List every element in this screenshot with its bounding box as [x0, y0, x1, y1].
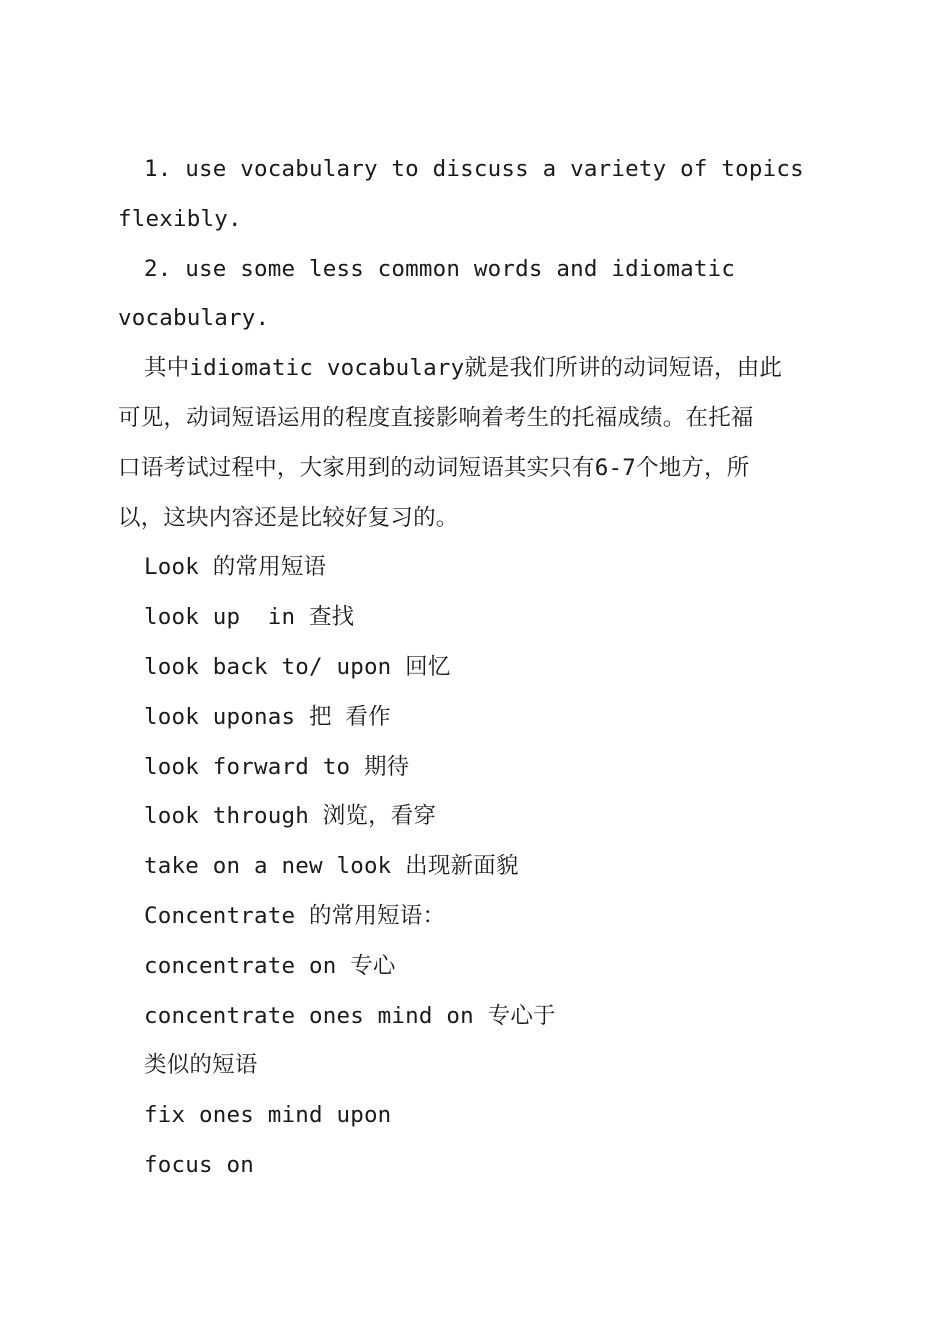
paragraph-line-2: 可见，动词短语运用的程度直接影响着考生的托福成绩。在托福: [118, 404, 754, 431]
phrase-heading-concentrate: Concentrate 的常用短语：: [144, 902, 446, 929]
phrase-take-on-new-look: take on a new look 出现新面貌: [144, 853, 519, 880]
paragraph-line-1: 其中idiomatic vocabulary就是我们所讲的动词短语，由此: [144, 355, 783, 382]
phrase-fix-mind-upon: fix ones mind upon: [144, 1102, 392, 1129]
paragraph-line-3: 口语考试过程中，大家用到的动词短语其实只有6-7个地方，所: [118, 454, 750, 481]
phrase-look-upon-as: look uponas 把 看作: [144, 703, 391, 730]
list-item-1-line-1: 1. use vocabulary to discuss a variety of topics: [144, 156, 804, 182]
document-body: [118, 145, 838, 1191]
phrase-look-forward: look forward to 期待: [144, 753, 410, 780]
phrase-look-up: look up in 查找: [144, 604, 355, 631]
phrase-look-through: look through 浏览，看穿: [144, 803, 437, 830]
phrase-concentrate-on: concentrate on 专心: [144, 952, 396, 979]
list-item-2-line-1: 2. use some less common words and idiomatic: [144, 255, 736, 282]
phrase-heading-similar: 类似的短语: [144, 1052, 258, 1079]
phrase-look-back: look back to/ upon 回忆: [144, 653, 451, 680]
paragraph-line-4: 以，这块内容还是比较好复习的。: [118, 504, 459, 531]
phrase-heading-look: Look 的常用短语: [144, 554, 327, 581]
list-item-2-line-2: vocabulary.: [118, 305, 270, 332]
phrase-focus-on: focus on: [144, 1151, 254, 1178]
phrase-concentrate-mind-on: concentrate ones mind on 专心于: [144, 1002, 556, 1029]
list-item-1-line-2: flexibly.: [118, 205, 242, 232]
